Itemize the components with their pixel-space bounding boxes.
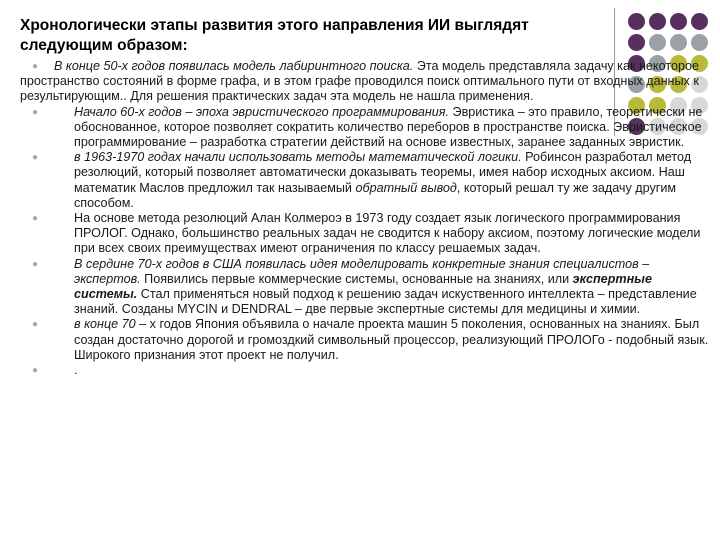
bullet-marker: ● (32, 152, 39, 164)
decorative-dot (649, 13, 666, 30)
decorative-dot (628, 34, 645, 51)
bullet-item-2 (20, 105, 714, 151)
decorative-dot (628, 13, 645, 30)
bullet-item-6 (20, 317, 714, 363)
decorative-dot (691, 34, 708, 51)
decorative-dot (670, 13, 687, 30)
slide-body (20, 59, 714, 378)
bullet-marker: ● (32, 319, 39, 331)
decorative-dot (670, 34, 687, 51)
item-3-italic: в 1963-1970 годах начали использовать методы математической логики. (74, 150, 522, 165)
item-5-bold-term: экспертные системы. (74, 271, 652, 302)
slide-title: Хронологически этапы развития этого направления ИИ выглядят следующим образом: (20, 17, 529, 54)
item-1-italic: В конце 50-х годов появилась модель лабиринтного поиска. (54, 59, 414, 73)
bullet-item-4 (20, 211, 714, 257)
decorative-dot (691, 13, 708, 30)
item-5-text-end: Стал применяться новый подход к решению задач искуственного интеллекта – представление знаний. Созданы MYCIN и DENDRAL – две первые экспертные системы для медицины и химии. (74, 287, 697, 317)
bullet-marker: ● (32, 106, 39, 118)
bullet-item-5 (20, 257, 714, 318)
bullet-marker: ● (32, 365, 39, 377)
item-5-italic: В сердине 70-х годов в США появилась идея моделировать конкретные знания специалистов –экспертов. (74, 256, 650, 286)
decorative-dot (649, 34, 666, 51)
item-7-text: . (74, 363, 78, 378)
bullet-item-3 (20, 150, 714, 211)
bullet-item-1 (20, 59, 714, 105)
item-5-text: Появились первые коммерческие системы, основанные на знаниях, или (140, 271, 573, 286)
bullet-item-7 (20, 363, 714, 378)
item-6-italic: в конце 70 (74, 317, 136, 332)
item-3-text: Робинсон разработал метод резолюций, который позволяет автоматически доказывать теоремы, имея набор исходных аксиом. Наш математик Маслов предложил так называемый (74, 150, 692, 195)
item-1-text: Эта модель представляла задачу как некоторое пространство состояний в форме графа, и в этом графе проводился поиск оптимального пути от входных данных к результирующим.. Для решения практических задач эта модель не нашла применения. (20, 59, 699, 104)
item-4-text: На основе метода резолюций Алан Колмероэ в 1973 году создает язык логического программирования ПРОЛОГ. Однако, большинство реальных задач не сводится к набору аксиом, поэтому логические модели при всех своих преимуществах имеют ограничения по классу решаемых задач. (74, 211, 701, 256)
item-2-text: Эвристика – это правило, теоретически не обоснованное, которое позволяет сократить количество переборов в пространстве поиска. Эвристическое программирование – разработка стратегии действий на основе известных, заранее заданных эвристик. (74, 104, 703, 150)
item-3-text-end: , который решал ту же задачу другим способом. (74, 180, 677, 210)
item-6-text: – х годов Япония объявила о начале проекта машин 5 поколения, основанных на знаниях. Был создан достаточно дорогой и громоздкий символьный процессор, реализующий ПРОЛОГо - подобный язык. Широкого признания этот проект не получил. (74, 317, 709, 362)
bullet-marker: ● (32, 258, 39, 270)
bullet-marker: ● (32, 213, 39, 225)
item-3-italic-term: обратный вывод (355, 180, 457, 195)
item-2-italic: Начало 60-х годов – эпоха эвристического программирования. (74, 104, 450, 119)
bullet-marker: ● (32, 61, 39, 72)
